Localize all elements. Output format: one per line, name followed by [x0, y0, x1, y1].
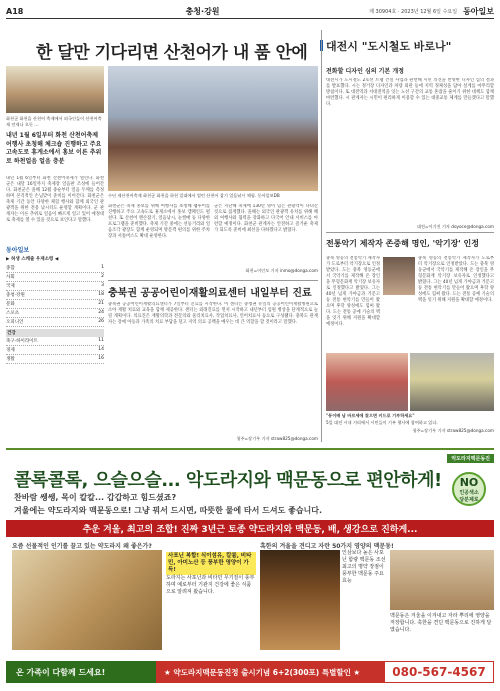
- ad-right-question: 혹한의 겨울을 견디고 자란 50가지 영양의 맥문동!: [260, 543, 394, 550]
- product-jars-photo: [260, 550, 340, 650]
- bottom-article-byline: 청주=장기우 기자 straw825@donga.com: [236, 436, 318, 441]
- ad-right-text-2: 맥문동은 겨울을 이겨내고 자라 뿌리에 영양을 저장합니다. 혹한을 견딘 맥문동으로 진하게 달였습니다.: [390, 613, 492, 633]
- festival-photo-main: [108, 66, 318, 191]
- right-mid-caption: "동이배 남 바르세에 찾으면 키드로 기부하세요": [326, 413, 415, 418]
- craftsman-portrait: [383, 257, 415, 295]
- index-row-page: 1: [101, 265, 104, 270]
- no-badge-line2: 당분제로: [459, 496, 479, 503]
- ad-bottom-bar: [6, 661, 494, 683]
- article-body-2: 화천군은 축제 홍보를 위해 여행사를 초청해 팸투어를 진행하고 주요 고속도로 휴게소에서 홍보 캠페인도 펼친다. 또 산천어 맨손잡기, 얼음낚시, 눈썰매 등 다양한 프로그램을 준비했다. 축제 기간 중에는 선등거리와 얼음조각 광장도 함께 운영되며 방문객 편의를 위한 주차장과 셔틀버스도 확대 운영한다.: [108, 204, 210, 239]
- divider-horizontal: [108, 280, 318, 281]
- divider-vertical: [321, 30, 322, 442]
- index-row-page: 11: [98, 338, 104, 343]
- article-subhead: 내년 1월 6일부터 화천 산천어축제 어행사 초청해 체크숍 진행하고 주요 고속도로 휴게소에서 홍보 이른 추위로 하천얼음 얼음 충분: [6, 132, 102, 165]
- index-row-page: 24: [98, 310, 104, 315]
- article-body-1: 내년 1월 6일부터 화천 산천어축제가 열린다. 화천군은 내달 16일까지 축제장 얼음판 조성에 들어간다. 화천군은 올해 12월 중순부터 얼음 두께를 측정하며 본격적인 손님맞이 준비를 이어간다. 화천군은 축제 기간 동안 다양한 체험 행사와 함께 외국인 관광객을 위한 전용 낚시터도 운영할 계획이다. 군 관계자는 이른 추위로 얼음이 빠르게 얼고 있어 예정대로 축제를 열 수 있을 것으로 보인다고 말했다.: [6, 176, 104, 223]
- ad-left-question: 요즘 선물적인 인기를 끌고 있는 약도라지 왜 좋은가?: [12, 543, 152, 550]
- index-row: [6, 282, 104, 291]
- index-row: [6, 300, 104, 309]
- paper-name: 동아일보: [463, 6, 494, 16]
- article-body-3: 군은 지난해 축제에 130만 명이 넘는 관광객이 다녀간 것으로 집계했다. 올해는 외국인 관광객 유치를 위해 해외 여행사와 협력을 강화하고 다국어 안내 서비스를 마련할 예정이다. 화천군 관계자는 안전하고 즐거운 축제가 되도록 준비에 최선을 다하겠다고 밝혔다.: [214, 204, 318, 233]
- index-row-label: 문화: [6, 302, 15, 307]
- index-row-page: 26: [98, 319, 104, 324]
- index-row-page: 21: [98, 301, 104, 306]
- index-row-label: 경제: [6, 348, 15, 353]
- page-number: A18: [6, 7, 24, 16]
- photo-caption-small: 화천군 화천읍 산천어 축제에서 외국인들이 산천어축제 언제나 오듯 ...: [6, 116, 102, 127]
- index-row: [6, 273, 104, 282]
- festival-photo-small: [6, 66, 104, 113]
- ad-subtitle-2: 겨울에는 약도라지와 맥문동으로! 그냥 꿔서 드시면, 따뜻한 물에 타서 드셔도 좋습니다.: [14, 506, 323, 515]
- ad-list-head: 사포닌 복합! 식이섬유, 칼륨, 비타민, 아미노산 등 풍부한 영양이 가득!: [166, 552, 256, 575]
- no-badge-line1: 인공색소: [459, 489, 479, 496]
- right-mid-body: 충북 영동의 전통악기 제작자가 도로부터 악기장으로 인정받았다. 도는 충북 영동군에서 국악기를 제작해 온 장인을 무형문화재 악기장 보유자로 인정했다고 밝혔다. 그는 40년 넘게 가야금과 거문고 등 전통 현악기를 만들어 왔으며 후학 양성에도 힘써 왔다. 도는 전통 공예 기술의 맥을 잇기 위해 지원을 확대할 예정이다.: [326, 256, 380, 327]
- ad-list-body: 도라지는 사포닌과 비타민 무기질이 풍부하며 예로부터 기관지 건강에 좋은 식품으로 알려져 왔습니다.: [166, 575, 255, 595]
- ad-title: 콜록콜록, 으슬으슬... 악도라지와 맥문동으로 편안하게!: [14, 470, 442, 491]
- ad-topline: [6, 453, 494, 463]
- index-list: [6, 264, 104, 327]
- advertisement: [6, 448, 494, 686]
- index-row-page: 16: [98, 356, 104, 361]
- right-headline: 대전시 "도시철도 바로나": [326, 40, 452, 53]
- right-mid-caption2: 5일 대전 시내 거리에서 시민들이 기부 행사에 참여하고 있다.: [326, 420, 438, 425]
- bottom-article-body: 충북권 공공어린이재활의료센터가 7일부터 진료를 시작한다. 이 센터는 충청권 유일의 공공어린이재활병원으로 소아 재활 치료와 교육을 함께 제공한다. 센터는 외래진료를 먼저 시작하고 내년부터 입원 병상을 단계적으로 늘릴 계획이다. 의료진은 재활의학과 전문의와 물리치료사, 작업치료사, 언어치료사 등으로 구성됐다. 충북도 관계자는 장애 아동과 가족의 치료 부담을 덜고 지역 의료 공백을 메우는 데 큰 역할을 할 것이라고 말했다.: [108, 302, 318, 325]
- index-row-label: 사회: [6, 275, 15, 280]
- ad-bottom-left: 온 가족이 다함께 드세요!: [16, 667, 106, 677]
- right-mid-body-cont: 충북 영동의 전통악기 제작자가 도로부터 악기장으로 인정받았다. 도는 충북 영동군에서 국악기를 제작해 온 장인을 무형문화재 악기장 보유자로 인정했다고 밝혔다. 그는 40년 넘게 가야금과 거문고 등 전통 현악기를 만들어 왔으며 후학 양성에도 힘써 왔다. 도는 전통 공예 기술의 맥을 잇기 위해 지원을 확대할 예정이다.: [418, 256, 494, 303]
- index-row: [6, 264, 104, 273]
- index-row-label: 스포츠: [6, 311, 20, 316]
- ad-phone-number[interactable]: 080-567-4567: [384, 661, 494, 683]
- index-row-label: 축구·하이라이트: [6, 339, 38, 344]
- right-mid-headline: 전통악기 제작자 존중해 명인, '악기장' 인정: [326, 238, 479, 248]
- masthead: [6, 5, 494, 19]
- ad-bottom-promo: ★ 약도라지맥문동진정 출시기념 6+2(300포) 특별할인 ★: [156, 661, 384, 683]
- no-badge-main: NO: [459, 475, 479, 489]
- maekmundong-root-photo: [390, 550, 494, 610]
- no-additive-badge: [452, 472, 486, 506]
- index-row-page: 2: [101, 274, 104, 279]
- index-row: [6, 309, 104, 318]
- index-brand: 동아일보: [6, 247, 30, 254]
- ad-red-banner: 추운 겨울, 최고의 조합! 진짜 3년근 토종 약도라지와 맥문동, 배, 생강으로 진하게...: [6, 520, 494, 537]
- index-row-page: 3: [101, 283, 104, 288]
- index-row: [6, 337, 104, 346]
- index-row: [6, 318, 104, 327]
- index-box: [6, 245, 104, 442]
- divider-horizontal-right: [326, 232, 494, 233]
- index-row-page: 14: [98, 347, 104, 352]
- index-row: [6, 346, 104, 355]
- bus-photo: [410, 353, 494, 411]
- main-byline: 화천=이인모 기자 inmo@donga.com: [245, 268, 318, 273]
- index-row-label: 오피니언: [6, 320, 24, 325]
- bottom-article-title: 충북권 공공어린이재활의료센터 내일부터 진료: [108, 288, 312, 299]
- main-headline: 한 달만 기다리면 산천어가 내 품 안에: [36, 43, 308, 63]
- index-row: [6, 291, 104, 300]
- right-top-body: 대전시가 도시철도 2호선 트램 건설 사업과 관련해 시민 의견을 반영한 디자인 심의 결과를 발표했다. 시는 정거장 디자인과 차량 외관 등에 지역 정체성을 담아 설계를 마무리할 방침이다. 또 대전역과 서대전역을 잇는 노선 구간의 교통 혼잡을 줄이기 위한 대책도 함께 마련했다. 시 관계자는 시민이 편리하게 이용할 수 있는 대중교통 체계를 만들겠다고 말했다.: [326, 78, 494, 107]
- ad-brand-badge: 악도라지맥문동진: [447, 454, 494, 463]
- right-mid-byline: 청주=장기우 기자 straw825@donga.com: [412, 428, 494, 433]
- bellflower-root-photo: [12, 550, 162, 650]
- street-event-photo: [326, 353, 408, 411]
- ad-right-text: 인삼보다 높은 사포닌 함량 맥문동 조선 최고의 명약 장점이 풍부한 맥문동 주요 효능: [342, 550, 386, 584]
- index-row-page: 18: [98, 292, 104, 297]
- section-title: 충청·강원: [185, 7, 220, 16]
- index-row-label: 생활: [6, 357, 15, 362]
- photo-caption-main: 수년 제산천어축제 화천군 화천읍 하천 일대에서 열린 산천어 잡기 얼음낚시 체험. 동아일보DB: [108, 193, 280, 198]
- index-title: ▶ 허생 스케줄 우재소령 ◀: [6, 257, 59, 262]
- ad-subtitle-1: 찬바람 쌩쌩, 목이 칼칼... 갑갑하고 힘드셨죠?: [14, 493, 177, 502]
- index-row-label: 국제: [6, 284, 15, 289]
- index-subhead: 건강: [6, 329, 104, 337]
- issue-date: 제 30904호 · 2023년 12월 6일 수요일: [369, 9, 458, 15]
- index-row: [6, 355, 104, 364]
- index-list-2: [6, 337, 104, 364]
- ad-nutrition-list: [166, 552, 256, 596]
- right-top-byline: 대전=이기진 기자 doyoce@donga.com: [416, 224, 494, 229]
- index-row-label: 종합: [6, 266, 15, 271]
- index-row-label: 충청·강원: [6, 293, 25, 298]
- right-top-subtitle: 전화할 디자인 심의 기본 개정: [326, 68, 404, 75]
